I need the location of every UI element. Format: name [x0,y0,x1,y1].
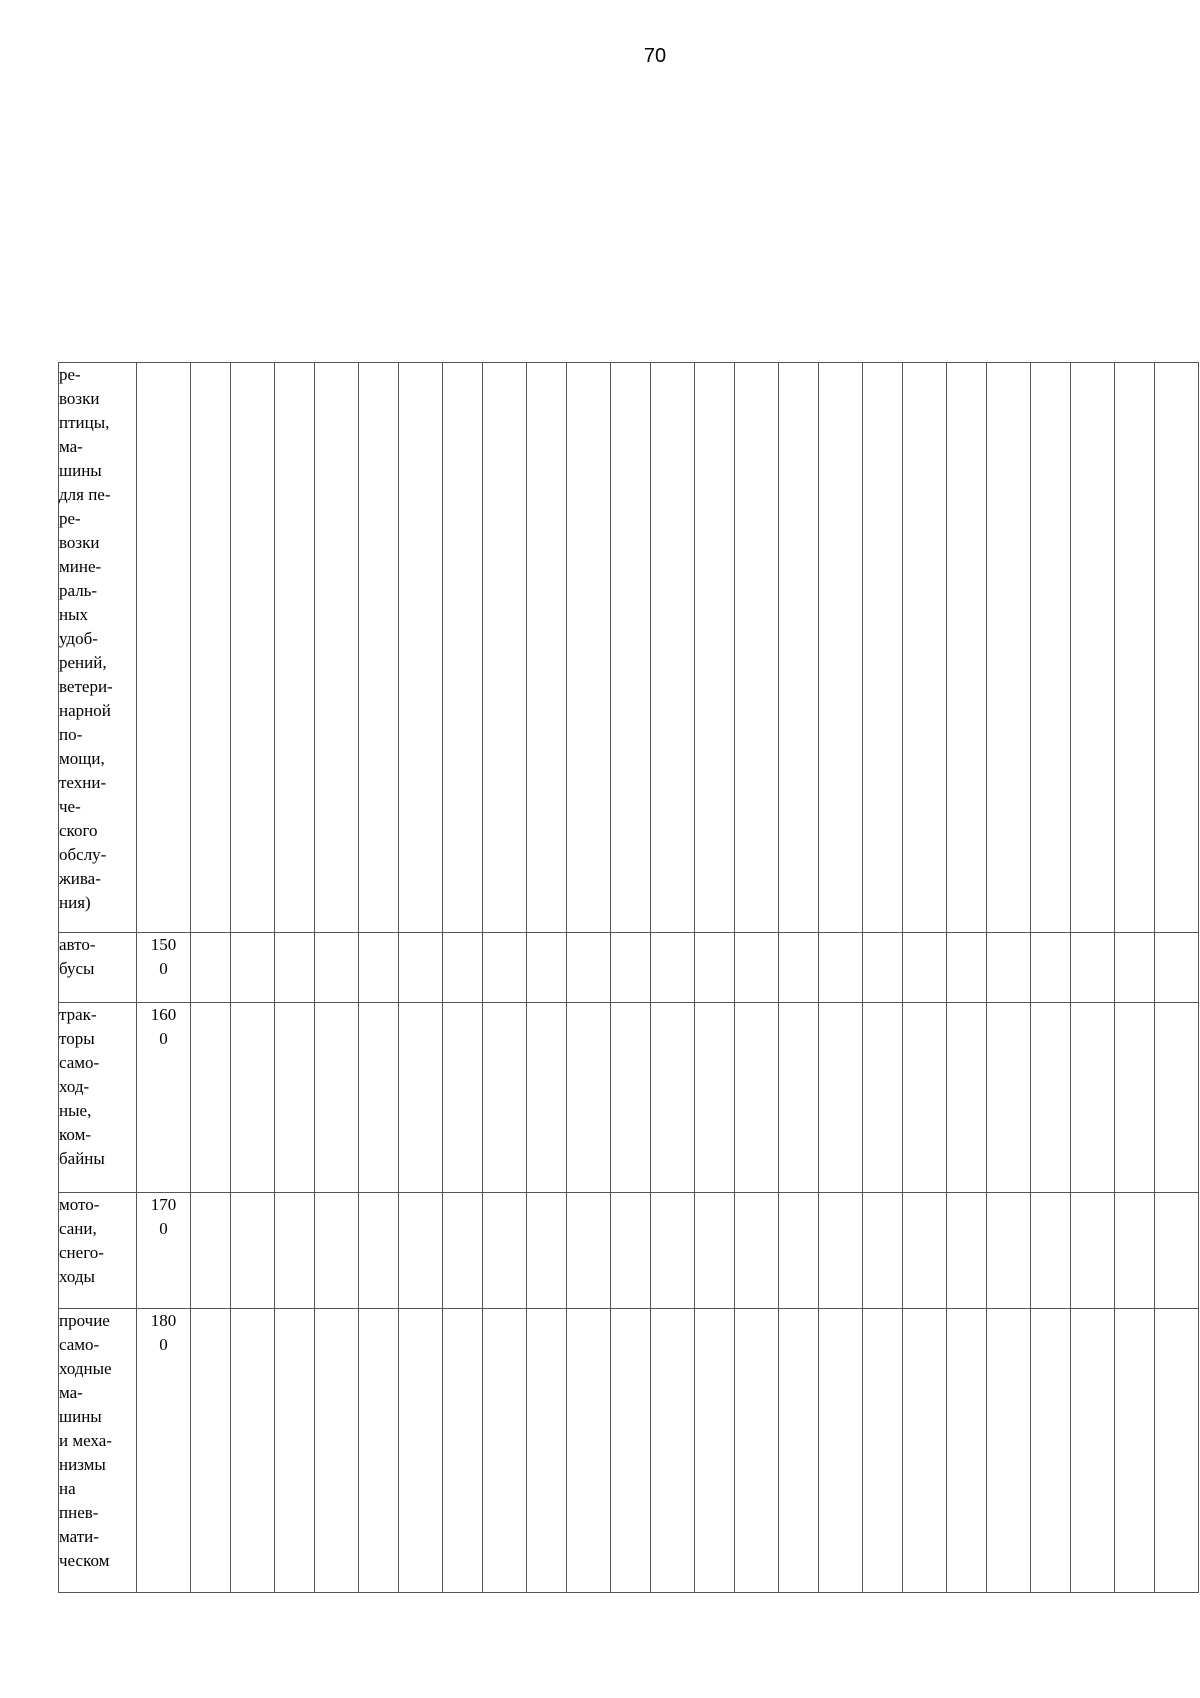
empty-cell [275,933,315,1003]
empty-cell [695,933,735,1003]
empty-cell [779,933,819,1003]
empty-cell [1115,363,1155,933]
empty-cell [275,1003,315,1193]
empty-cell [947,1193,987,1309]
empty-cell [567,363,611,933]
table-row [59,1309,1199,1593]
empty-cell [1031,363,1071,933]
empty-cell [443,933,483,1003]
empty-cell [527,1003,567,1193]
empty-cell [1071,363,1115,933]
empty-cell [695,1003,735,1193]
row-name-cell [59,363,137,933]
row-name-cell [59,1309,137,1593]
empty-cell [359,1193,399,1309]
empty-cell [315,1193,359,1309]
empty-cell [947,1003,987,1193]
empty-cell [191,1309,231,1593]
row-name-cell [59,1003,137,1193]
empty-cell [819,363,863,933]
row-code-cell [137,1309,191,1593]
empty-cell [819,1193,863,1309]
row-name-text: трак- торы само- ход- ные, ком- байны [59,1005,105,1168]
empty-cell [483,1003,527,1193]
empty-cell [735,1193,779,1309]
empty-cell [611,933,651,1003]
empty-cell [819,933,863,1003]
empty-cell [903,1193,947,1309]
empty-cell [399,933,443,1003]
empty-cell [987,1193,1031,1309]
empty-cell [735,1309,779,1593]
empty-cell [483,1193,527,1309]
empty-cell [443,1309,483,1593]
empty-cell [735,933,779,1003]
empty-cell [399,1003,443,1193]
empty-cell [1115,933,1155,1003]
row-code-cell [137,363,191,933]
empty-cell [1115,1193,1155,1309]
empty-cell [483,1309,527,1593]
empty-cell [611,1309,651,1593]
empty-cell [231,363,275,933]
empty-cell [399,363,443,933]
empty-cell [779,1003,819,1193]
empty-cell [863,1193,903,1309]
empty-cell [567,1003,611,1193]
empty-cell [1155,1309,1199,1593]
empty-cell [903,363,947,933]
empty-cell [1031,1003,1071,1193]
empty-cell [1115,1309,1155,1593]
empty-cell [779,1309,819,1593]
empty-cell [651,363,695,933]
empty-cell [1071,1003,1115,1193]
empty-cell [695,1309,735,1593]
empty-cell [275,363,315,933]
empty-cell [1155,1193,1199,1309]
data-table [58,362,1199,1593]
table-row [59,1193,1199,1309]
empty-cell [359,1309,399,1593]
row-name-text: авто- бусы [59,935,96,978]
empty-cell [987,363,1031,933]
empty-cell [987,1003,1031,1193]
row-name-cell [59,1193,137,1309]
empty-cell [819,1003,863,1193]
empty-cell [567,1309,611,1593]
empty-cell [483,933,527,1003]
empty-cell [1071,1193,1115,1309]
empty-cell [231,933,275,1003]
empty-cell [779,363,819,933]
empty-cell [527,933,567,1003]
table-row [59,933,1199,1003]
table-body [59,363,1199,1593]
empty-cell [191,1003,231,1193]
empty-cell [735,363,779,933]
row-code-text: 160 0 [150,1005,177,1048]
row-name-text: ре- возки птицы, ма- шины для пе- ре- возки мине- раль- ных удоб- рений, ветери- нарной по- мощи, техни- че- ского обслу- жива- ния) [59,365,113,912]
table-row [59,363,1199,933]
row-code-cell [137,1193,191,1309]
empty-cell [987,1309,1031,1593]
row-code-cell [137,1003,191,1193]
empty-cell [315,933,359,1003]
empty-cell [359,363,399,933]
row-name-text: мото- сани, снего- ходы [59,1195,104,1286]
empty-cell [947,1309,987,1593]
empty-cell [191,933,231,1003]
empty-cell [611,363,651,933]
empty-cell [567,933,611,1003]
empty-cell [399,1193,443,1309]
empty-cell [527,363,567,933]
empty-cell [567,1193,611,1309]
empty-cell [1155,933,1199,1003]
empty-cell [483,363,527,933]
empty-cell [779,1193,819,1309]
empty-cell [275,1193,315,1309]
empty-cell [1031,933,1071,1003]
row-code-text: 170 0 [150,1195,177,1238]
empty-cell [1155,363,1199,933]
row-code-text: 150 0 [150,935,177,978]
empty-cell [651,933,695,1003]
empty-cell [903,933,947,1003]
row-name-text: прочие само- ходные ма- шины и меха- низмы на пнев- мати- ческом [59,1311,112,1570]
empty-cell [231,1003,275,1193]
empty-cell [611,1193,651,1309]
empty-cell [1071,933,1115,1003]
row-code-cell [137,933,191,1003]
row-code-text: 180 0 [150,1311,177,1354]
empty-cell [651,1193,695,1309]
empty-cell [863,1309,903,1593]
empty-cell [527,1309,567,1593]
empty-cell [231,1193,275,1309]
empty-cell [863,363,903,933]
empty-cell [231,1309,275,1593]
empty-cell [315,1003,359,1193]
empty-cell [359,933,399,1003]
empty-cell [1031,1309,1071,1593]
empty-cell [275,1309,315,1593]
empty-cell [903,1309,947,1593]
empty-cell [947,363,987,933]
empty-cell [819,1309,863,1593]
table-row [59,1003,1199,1193]
row-name-cell [59,933,137,1003]
empty-cell [863,933,903,1003]
empty-cell [191,363,231,933]
empty-cell [443,1193,483,1309]
empty-cell [443,363,483,933]
empty-cell [651,1309,695,1593]
empty-cell [1155,1003,1199,1193]
empty-cell [359,1003,399,1193]
empty-cell [903,1003,947,1193]
empty-cell [315,1309,359,1593]
empty-cell [1071,1309,1115,1593]
empty-cell [527,1193,567,1309]
empty-cell [315,363,359,933]
empty-cell [987,933,1031,1003]
page-number: 70 [643,45,667,67]
empty-cell [1031,1193,1071,1309]
empty-cell [863,1003,903,1193]
empty-cell [947,933,987,1003]
empty-cell [695,1193,735,1309]
empty-cell [651,1003,695,1193]
empty-cell [735,1003,779,1193]
empty-cell [191,1193,231,1309]
empty-cell [1115,1003,1155,1193]
empty-cell [399,1309,443,1593]
empty-cell [611,1003,651,1193]
empty-cell [443,1003,483,1193]
empty-cell [695,363,735,933]
